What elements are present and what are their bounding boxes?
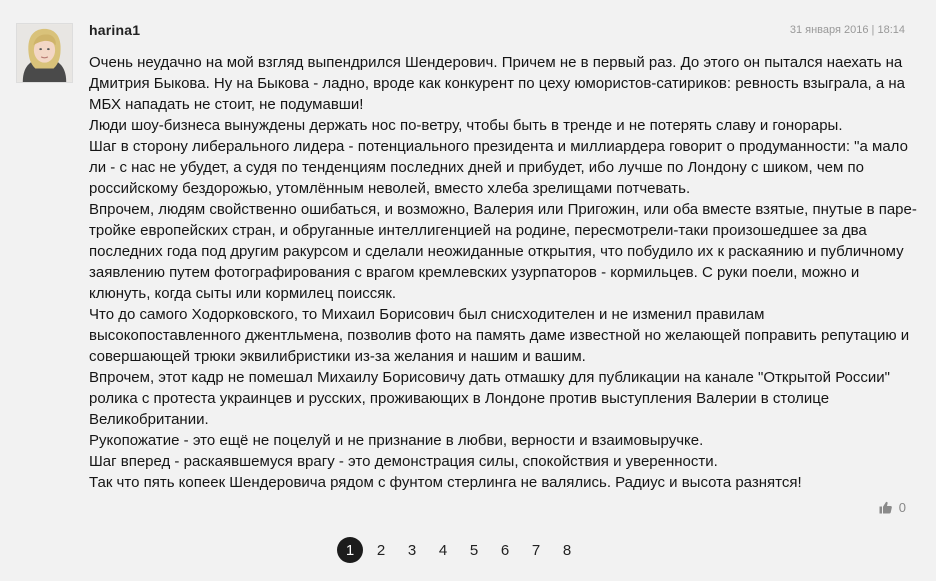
comment-paragraph: Люди шоу-бизнеса вынуждены держать нос по-ветру, чтобы быть в тренде и не потерять славу и гонорары. (89, 117, 843, 134)
comment-paragraph: Шаг вперед - раскаявшемуся врагу - это демонстрация силы, спокойствия и уверенности. (89, 453, 718, 470)
like-button[interactable] (879, 500, 906, 515)
page-2-button[interactable]: 2 (376, 541, 386, 559)
comment-paragraph: Очень неудачно на мой взгляд выпендрился Шендерович. Причем не в первый раз. До этого он пытался наехать на Дмитрия Быкова. Ну на Быкова - ладно, вроде как конкурент по цеху юмористов-сатириков: ревность взыграла, а на МБХ нападать не стоит, не подумавши! (89, 54, 906, 113)
thumbs-up-icon (879, 501, 892, 514)
page-3-button[interactable]: 3 (407, 541, 417, 559)
comment-paragraph: Впрочем, этот кадр не помешал Михаилу Борисовичу дать отмашку для публикации на канале "Открытой России" ролика с протеста украинцев и русских, проживающих в Лондоне против выступления Валерии в столице Великобритании. (89, 369, 890, 428)
comment-body (89, 52, 919, 493)
page-7-button[interactable]: 7 (531, 541, 541, 559)
pagination (337, 536, 585, 564)
comment-timestamp: 31 января 2016 | 18:14 (789, 24, 905, 36)
page-6-button[interactable]: 6 (500, 541, 510, 559)
avatar[interactable] (16, 23, 73, 83)
comment-paragraph: Шаг в сторону либерального лидера - потенциального президента и миллиардера говорит о продуманности: "а мало ли - с нас не убудет, а судя по тенденциям последних дней и прибудет, ибо лучше по Лондону с шиком, чем по российскому бездорожью, утомлённым неволей, вместо хлеба зрелищами потчевать. (89, 138, 908, 197)
comment-paragraph: Что до самого Ходорковского, то Михаил Борисович был снисходителен и не изменил правилам высокопоставленного джентльмена, позволив фото на память даме известной но желающей поправить репутацию и совершающей трюки эквилибристики из-за желания и нашим и вашим. (89, 306, 910, 365)
page-5-button[interactable]: 5 (469, 541, 479, 559)
like-count: 0 (898, 500, 906, 515)
page-4-button[interactable]: 4 (438, 541, 448, 559)
page-8-button[interactable]: 8 (562, 541, 572, 559)
comment-paragraph: Впрочем, людям свойственно ошибаться, и возможно, Валерия или Пригожин, или оба вместе взятые, пнутые в паре-тройке европейских стран, и обруганные интеллигенцией на родине, пересмотрели-таки произошедшее за два последних года под другим ракурсом и сделали неожиданные открытия, что побудило их к раскаянию и публичному заявлению путем фотографирования с врагом кремлевских узурпаторов - кормильцев. С руки поели, можно и клюнуть, когда сыты или кормилец поиссяк. (89, 201, 917, 302)
comment-paragraph: Рукопожатие - это ещё не поцелуй и не признание в любви, верности и взаимовыручке. (89, 432, 704, 449)
comment-paragraph: Так что пять копеек Шендеровича рядом с фунтом стерлинга не валялись. Радиус и высота разнятся! (89, 474, 802, 491)
user-photo-icon (17, 24, 72, 82)
page-1-button[interactable]: 1 (337, 537, 363, 563)
comment-author[interactable]: harina1 (89, 22, 141, 38)
